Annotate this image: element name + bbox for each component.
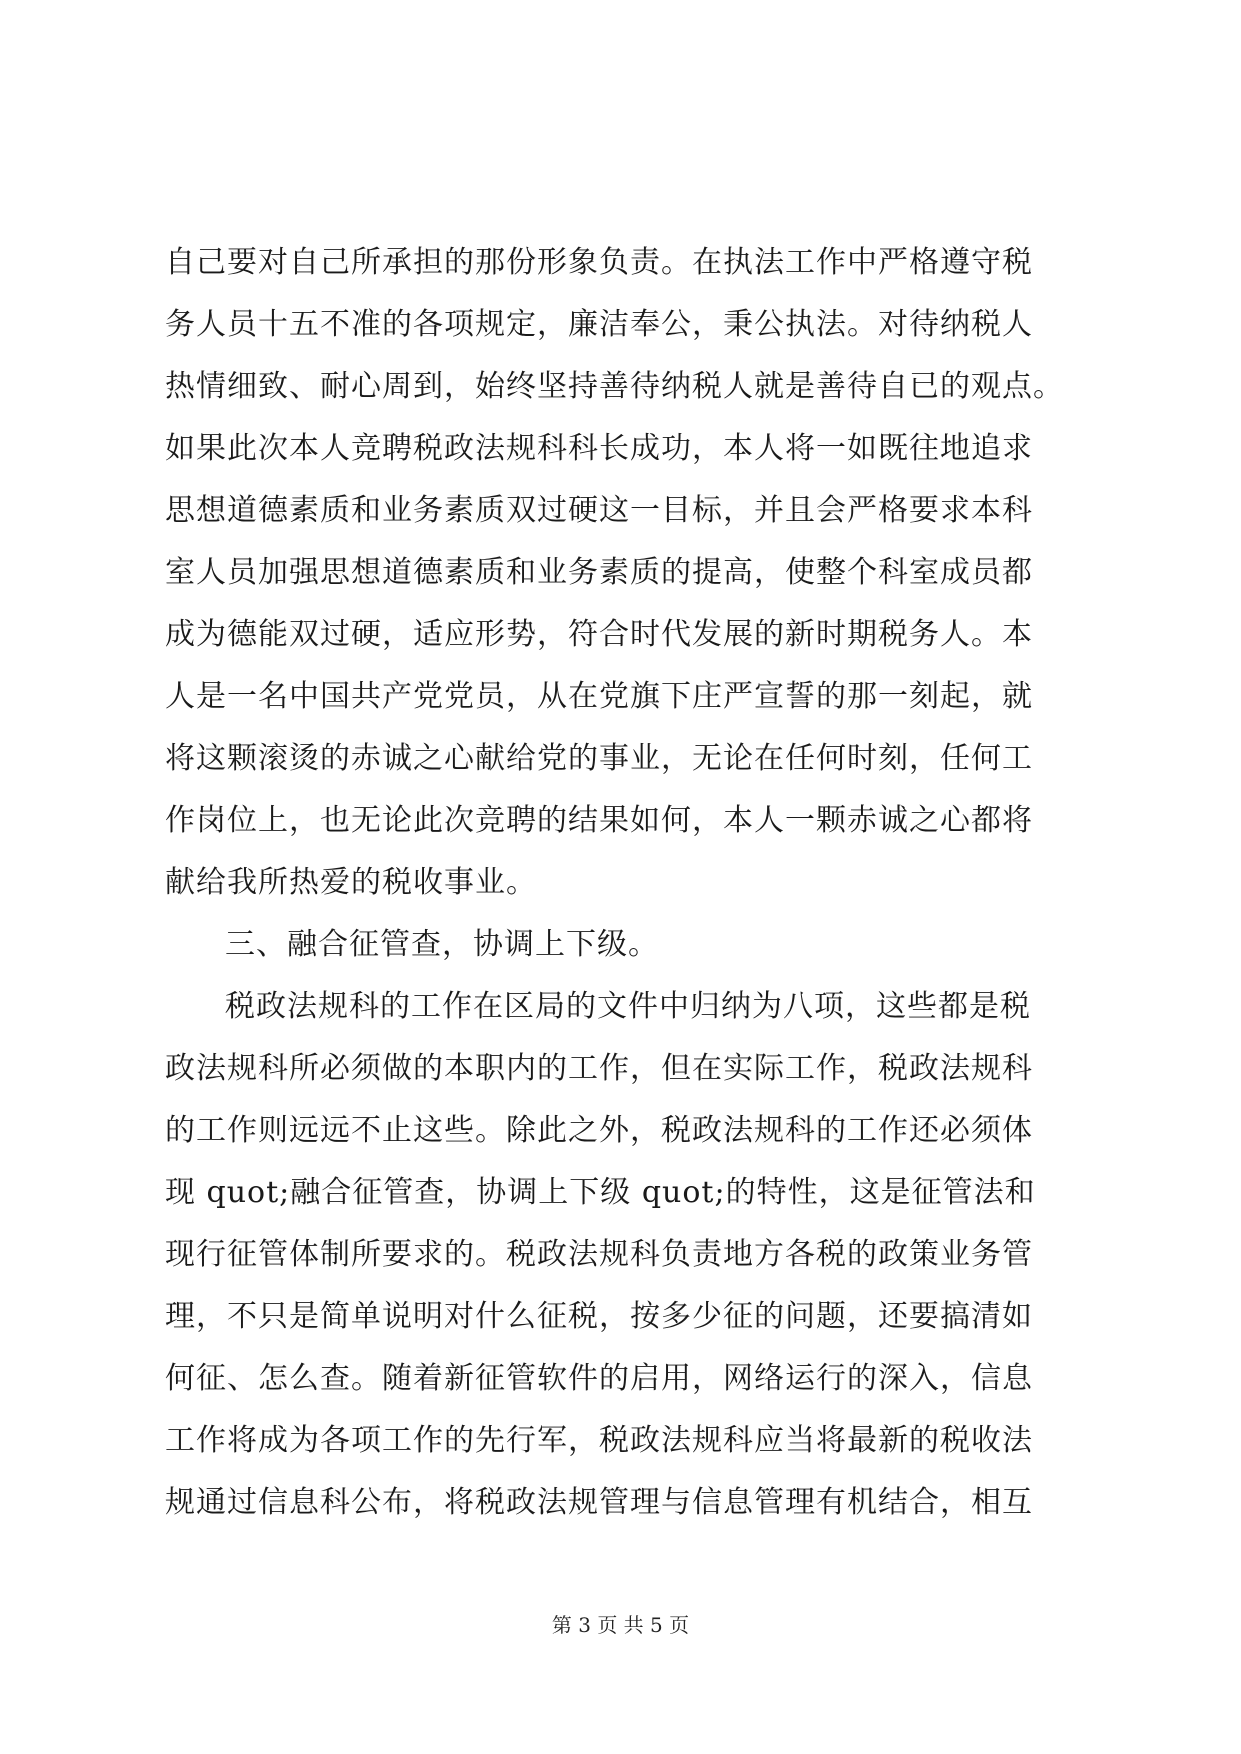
text-line: 自己要对自己所承担的那份形象负责。在执法工作中严格遵守税 <box>165 245 1033 280</box>
text-line: 作岗位上，也无论此次竞聘的结果如何，本人一颗赤诚之心都将 <box>165 803 1033 838</box>
text-line: 理，不只是简单说明对什么征税，按多少征的问题，还要搞清如 <box>165 1299 1033 1334</box>
text-line: 如果此次本人竞聘税政法规科科长成功，本人将一如既往地追求 <box>165 431 1033 466</box>
text-line: 工作将成为各项工作的先行军，税政法规科应当将最新的税收法 <box>165 1423 1033 1458</box>
text-line: 献给我所热爱的税收事业。 <box>165 865 537 900</box>
text-line: 规通过信息科公布，将税政法规管理与信息管理有机结合，相互 <box>165 1485 1033 1520</box>
text-line: 成为德能双过硬，适应形势，符合时代发展的新时期税务人。本 <box>165 617 1033 652</box>
text-line: 人是一名中国共产党党员，从在党旗下庄严宣誓的那一刻起，就 <box>165 679 1033 714</box>
text-line: 热情细致、耐心周到，始终坚持善待纳税人就是善待自已的观点。 <box>165 369 1064 404</box>
paragraph-first-line: 税政法规科的工作在区局的文件中归纳为八项，这些都是税 <box>225 989 1031 1024</box>
text-line: 现 quot;融合征管查，协调上下级 quot;的特性，这是征管法和 <box>165 1175 1036 1210</box>
page-footer <box>0 1610 1241 1640</box>
text-line: 思想道德素质和业务素质双过硬这一目标，并且会严格要求本科 <box>165 493 1033 528</box>
section-heading: 三、融合征管查，协调上下级。 <box>225 927 659 962</box>
text-line: 政法规科所必须做的本职内的工作，但在实际工作，税政法规科 <box>165 1051 1033 1086</box>
text-line: 何征、怎么查。随着新征管软件的启用，网络运行的深入，信息 <box>165 1361 1033 1396</box>
body-text <box>165 232 1080 1534</box>
text-line: 务人员十五不准的各项规定，廉洁奉公，秉公执法。对待纳税人 <box>165 307 1033 342</box>
text-line: 将这颗滚烫的赤诚之心献给党的事业，无论在任何时刻，任何工 <box>165 741 1033 776</box>
page-number-label: 第 3 页 共 5 页 <box>551 1613 690 1637</box>
text-line: 的工作则远远不止这些。除此之外，税政法规科的工作还必须体 <box>165 1113 1033 1148</box>
text-line: 现行征管体制所要求的。税政法规科负责地方各税的政策业务管 <box>165 1237 1033 1272</box>
text-line: 室人员加强思想道德素质和业务素质的提高，使整个科室成员都 <box>165 555 1033 590</box>
